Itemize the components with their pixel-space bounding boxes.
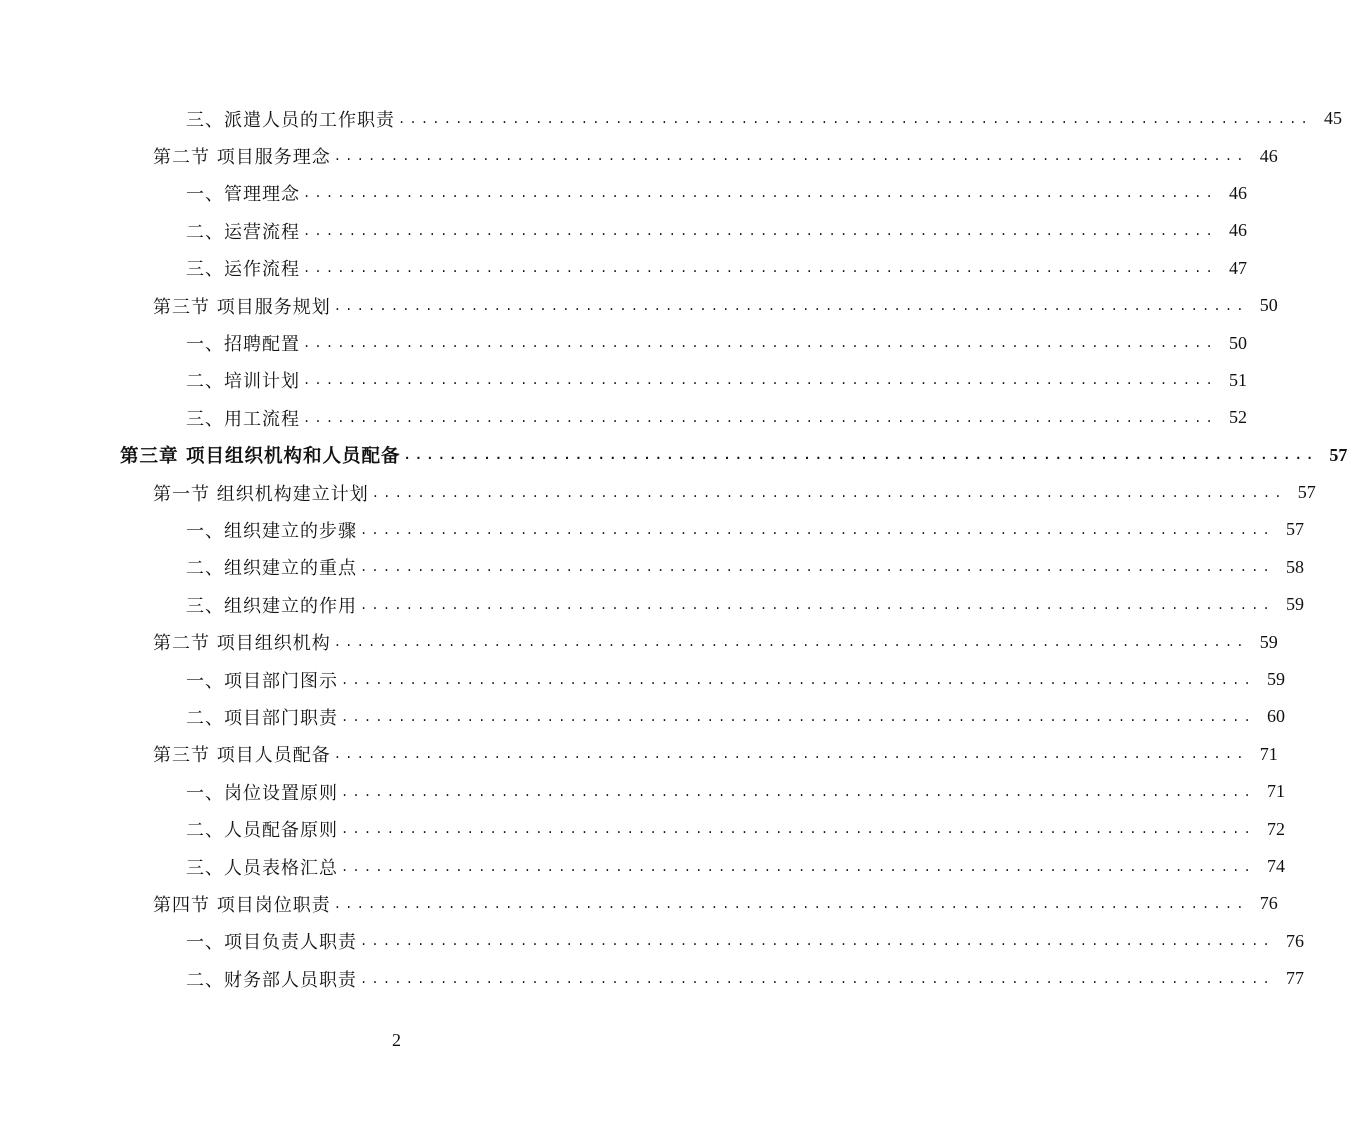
toc-entry-title: 第一节 组织机构建立计划: [153, 483, 369, 505]
toc-entry[interactable]: [0, 698, 1285, 735]
toc-entry[interactable]: [0, 885, 1278, 922]
toc-entry[interactable]: [0, 437, 1347, 474]
toc-entry[interactable]: [0, 923, 1304, 960]
toc-entry-page-number: 59: [1259, 631, 1278, 652]
toc-entry[interactable]: [0, 661, 1285, 698]
table-of-contents: [0, 100, 1347, 997]
toc-entry[interactable]: [0, 324, 1247, 361]
toc-entry-page-number: 59: [1266, 669, 1285, 690]
toc-entry-title: 第二节 项目组织机构: [153, 633, 331, 655]
toc-entry-body: [186, 180, 1247, 206]
toc-entry-body: [186, 106, 1342, 132]
toc-dot-leader: ................................................................................: [360, 560, 1274, 575]
toc-entry[interactable]: [0, 773, 1285, 810]
toc-entry-page-number: 51: [1228, 369, 1247, 390]
toc-entry[interactable]: [0, 474, 1316, 511]
toc-entry-body: [186, 255, 1247, 281]
toc-entry-title: 三、用工流程: [186, 408, 300, 430]
toc-entry-body: [153, 891, 1278, 917]
toc-entry[interactable]: [0, 960, 1304, 997]
toc-entry-body: [120, 442, 1347, 468]
toc-entry[interactable]: [0, 250, 1247, 287]
toc-dot-leader: ................................................................................: [403, 448, 1318, 463]
toc-dot-leader: ................................................................................: [341, 672, 1255, 687]
toc-entry-title: 第三章 项目组织机构和人员配备: [120, 446, 401, 468]
toc-dot-leader: ................................................................................: [341, 784, 1255, 799]
toc-dot-leader: ................................................................................: [371, 485, 1286, 500]
toc-entry[interactable]: [0, 549, 1304, 586]
toc-entry-page-number: 46: [1228, 182, 1247, 203]
toc-entry[interactable]: [0, 137, 1278, 174]
toc-entry[interactable]: [0, 848, 1285, 885]
toc-entry-body: [186, 816, 1285, 842]
toc-entry[interactable]: [0, 175, 1247, 212]
toc-dot-leader: ................................................................................: [303, 373, 1217, 388]
toc-dot-leader: ................................................................................: [333, 747, 1248, 762]
toc-dot-leader: ................................................................................: [360, 522, 1274, 537]
toc-entry-body: [186, 667, 1285, 693]
toc-entry-title: 二、培训计划: [186, 371, 300, 393]
toc-entry[interactable]: [0, 736, 1278, 773]
toc-entry-page-number: 50: [1228, 332, 1247, 353]
toc-entry-title: 二、项目部门职责: [186, 707, 338, 729]
toc-entry[interactable]: [0, 586, 1304, 623]
toc-entry-page-number: 60: [1266, 706, 1285, 727]
toc-dot-leader: ................................................................................: [333, 149, 1248, 164]
toc-entry-title: 一、岗位设置原则: [186, 782, 338, 804]
toc-dot-leader: ................................................................................: [303, 261, 1217, 276]
toc-entry-body: [153, 293, 1278, 319]
toc-entry[interactable]: [0, 810, 1285, 847]
toc-entry-body: [186, 966, 1304, 992]
toc-entry-title: 一、管理理念: [186, 184, 300, 206]
toc-entry-body: [186, 854, 1285, 880]
toc-dot-leader: ................................................................................: [360, 934, 1274, 949]
toc-entry[interactable]: [0, 399, 1247, 436]
toc-entry-title: 三、运作流程: [186, 259, 300, 281]
toc-entry-page-number: 52: [1228, 407, 1247, 428]
toc-entry[interactable]: [0, 287, 1278, 324]
toc-entry-body: [186, 517, 1304, 543]
toc-entry-page-number: 77: [1285, 968, 1304, 989]
toc-entry-body: [186, 779, 1285, 805]
toc-entry-page-number: 46: [1228, 220, 1247, 241]
toc-dot-leader: ................................................................................: [341, 822, 1255, 837]
toc-entry-body: [186, 218, 1247, 244]
toc-entry-title: 二、组织建立的重点: [186, 558, 357, 580]
toc-entry-title: 二、人员配备原则: [186, 820, 338, 842]
toc-dot-leader: ................................................................................: [303, 410, 1217, 425]
toc-entry-title: 一、项目部门图示: [186, 670, 338, 692]
toc-entry-body: [186, 405, 1247, 431]
toc-dot-leader: ................................................................................: [341, 709, 1255, 724]
toc-entry-body: [186, 592, 1304, 618]
toc-entry[interactable]: [0, 623, 1278, 660]
toc-entry-title: 二、运营流程: [186, 221, 300, 243]
toc-entry-title: 一、项目负责人职责: [186, 932, 357, 954]
toc-entry-body: [153, 629, 1278, 655]
toc-entry-body: [186, 367, 1247, 393]
toc-entry-page-number: 57: [1285, 519, 1304, 540]
toc-entry-title: 第二节 项目服务理念: [153, 147, 331, 169]
toc-entry[interactable]: [0, 511, 1304, 548]
toc-entry-body: [186, 330, 1247, 356]
toc-entry-page-number: 58: [1285, 556, 1304, 577]
toc-entry-page-number: 45: [1323, 108, 1342, 129]
toc-entry-body: [186, 554, 1304, 580]
toc-entry-page-number: 74: [1266, 856, 1285, 876]
toc-entry-body: [153, 143, 1278, 169]
toc-entry-title: 第三节 项目人员配备: [153, 745, 331, 767]
toc-entry-page-number: 57: [1329, 444, 1347, 465]
toc-entry-title: 第四节 项目岗位职责: [153, 894, 331, 916]
toc-dot-leader: ................................................................................: [303, 336, 1217, 351]
toc-entry[interactable]: [0, 362, 1247, 399]
toc-entry-body: [186, 928, 1304, 954]
toc-dot-leader: ................................................................................: [398, 111, 1312, 126]
toc-entry-page-number: 71: [1266, 781, 1285, 802]
toc-dot-leader: ................................................................................: [333, 298, 1248, 313]
toc-entry-page-number: 71: [1259, 743, 1278, 764]
toc-entry-page-number: 76: [1285, 930, 1304, 951]
toc-entry-body: [186, 704, 1285, 730]
toc-entry[interactable]: [0, 212, 1247, 249]
toc-entry-page-number: 72: [1266, 818, 1285, 839]
toc-entry[interactable]: [0, 100, 1342, 137]
toc-dot-leader: ................................................................................: [333, 635, 1248, 650]
toc-entry-page-number: 47: [1228, 257, 1247, 278]
toc-entry-page-number: 50: [1259, 295, 1278, 316]
toc-entry-page-number: 57: [1297, 482, 1316, 503]
toc-dot-leader: ................................................................................: [303, 223, 1217, 238]
toc-dot-leader: ................................................................................: [333, 896, 1248, 911]
toc-entry-title: 二、财务部人员职责: [186, 969, 357, 991]
toc-dot-leader: ................................................................................: [360, 597, 1274, 612]
toc-entry-title: 第三节 项目服务规划: [153, 296, 331, 318]
toc-entry-body: [153, 741, 1278, 767]
toc-entry-title: 三、人员表格汇总: [186, 857, 338, 879]
toc-dot-leader: ................................................................................: [360, 971, 1274, 986]
toc-entry-title: 三、派遣人员的工作职责: [186, 109, 395, 131]
toc-entry-page-number: 59: [1285, 594, 1304, 615]
toc-entry-title: 一、组织建立的步骤: [186, 520, 357, 542]
toc-entry-title: 一、招聘配置: [186, 334, 300, 356]
page-number: 2: [392, 1030, 401, 1050]
toc-dot-leader: ................................................................................: [303, 186, 1217, 201]
toc-entry-page-number: 46: [1259, 145, 1278, 166]
toc-dot-leader: ................................................................................: [341, 859, 1255, 874]
toc-entry-title: 三、组织建立的作用: [186, 595, 357, 617]
toc-entry-body: [153, 480, 1316, 506]
toc-entry-page-number: 76: [1259, 893, 1278, 914]
